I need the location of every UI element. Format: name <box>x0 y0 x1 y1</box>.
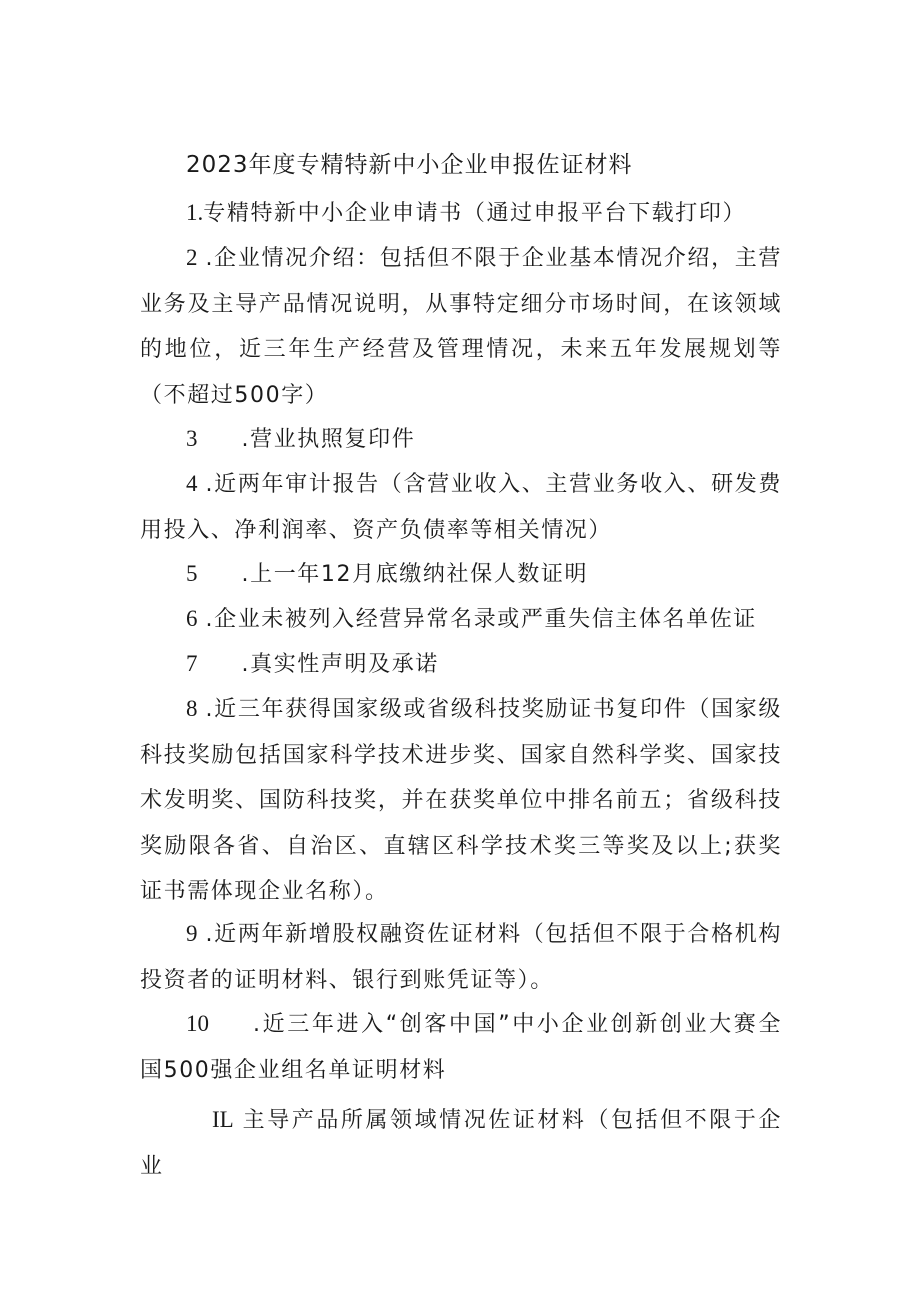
item-number: 7 <box>186 651 198 676</box>
item-text: .真实性声明及承诺 <box>241 652 439 677</box>
list-item-10 <box>140 1001 782 1093</box>
item-text: .近三年获得国家级或省级科技奖励证书复印件（国家级科技奖励包括国家科学技术进步奖、国家自然科学奖、国家技术发明奖、国防科技奖，并在获奖单位中排名前五；省级科技奖励限各省、自治区、直辖区科学技术奖三等奖及以上;获奖证书需体现企业名称）。 <box>140 697 782 904</box>
list-item-7 <box>140 641 782 688</box>
item-text: .近两年新增股权融资佐证材料（包括但不限于合格机构投资者的证明材料、银行到账凭证等）。 <box>140 922 782 993</box>
list-item-4 <box>140 461 782 553</box>
item-number: 5 <box>186 561 198 586</box>
list-item-11 <box>140 1097 782 1189</box>
item-number: 3 <box>186 426 198 451</box>
item-text: .近两年审计报告（含营业收入、主营业务收入、研发费用投入、净利润率、资产负债率等相关情况） <box>140 472 782 543</box>
list-item-2 <box>140 235 782 418</box>
item-number: IL <box>212 1107 234 1132</box>
item-number: 2 <box>186 245 198 270</box>
item-number: 9 <box>186 921 198 946</box>
item-text: 专精特新中小企业申请书（通过申报平台下载打印） <box>203 201 747 226</box>
item-text: 主导产品所属领域情况佐证材料（包括但不限于企业 <box>140 1108 782 1179</box>
list-item-8 <box>140 686 782 915</box>
list-item-3 <box>140 416 782 463</box>
list-item-5 <box>140 551 782 598</box>
list-item-6 <box>140 596 782 643</box>
item-number: 10 <box>186 1011 209 1036</box>
item-text: .营业执照复印件 <box>241 427 416 452</box>
item-text: .企业未被列入经营异常名录或严重失信主体名单佐证 <box>205 607 757 632</box>
item-number: 4 <box>186 471 198 496</box>
item-text: .企业情况介绍：包括但不限于企业基本情况介绍，主营业务及主导产品情况说明，从事特定细分市场时间，在该领域的地位，近三年生产经营及管理情况，未来五年发展规划等（不超过500字） <box>140 246 782 408</box>
list-item-9 <box>140 911 782 1003</box>
document-title: 2023年度专精特新中小企业申报佐证材料 <box>186 152 633 178</box>
item-text: .近三年进入“创客中国”中小企业创新创业大赛全国500强企业组名单证明材料 <box>140 1012 782 1083</box>
item-number: 6 <box>186 606 198 631</box>
item-number: 8 <box>186 696 198 721</box>
item-number: 1. <box>186 200 204 225</box>
list-item-1 <box>140 190 782 237</box>
item-text: .上一年12月底缴纳社保人数证明 <box>241 562 589 587</box>
